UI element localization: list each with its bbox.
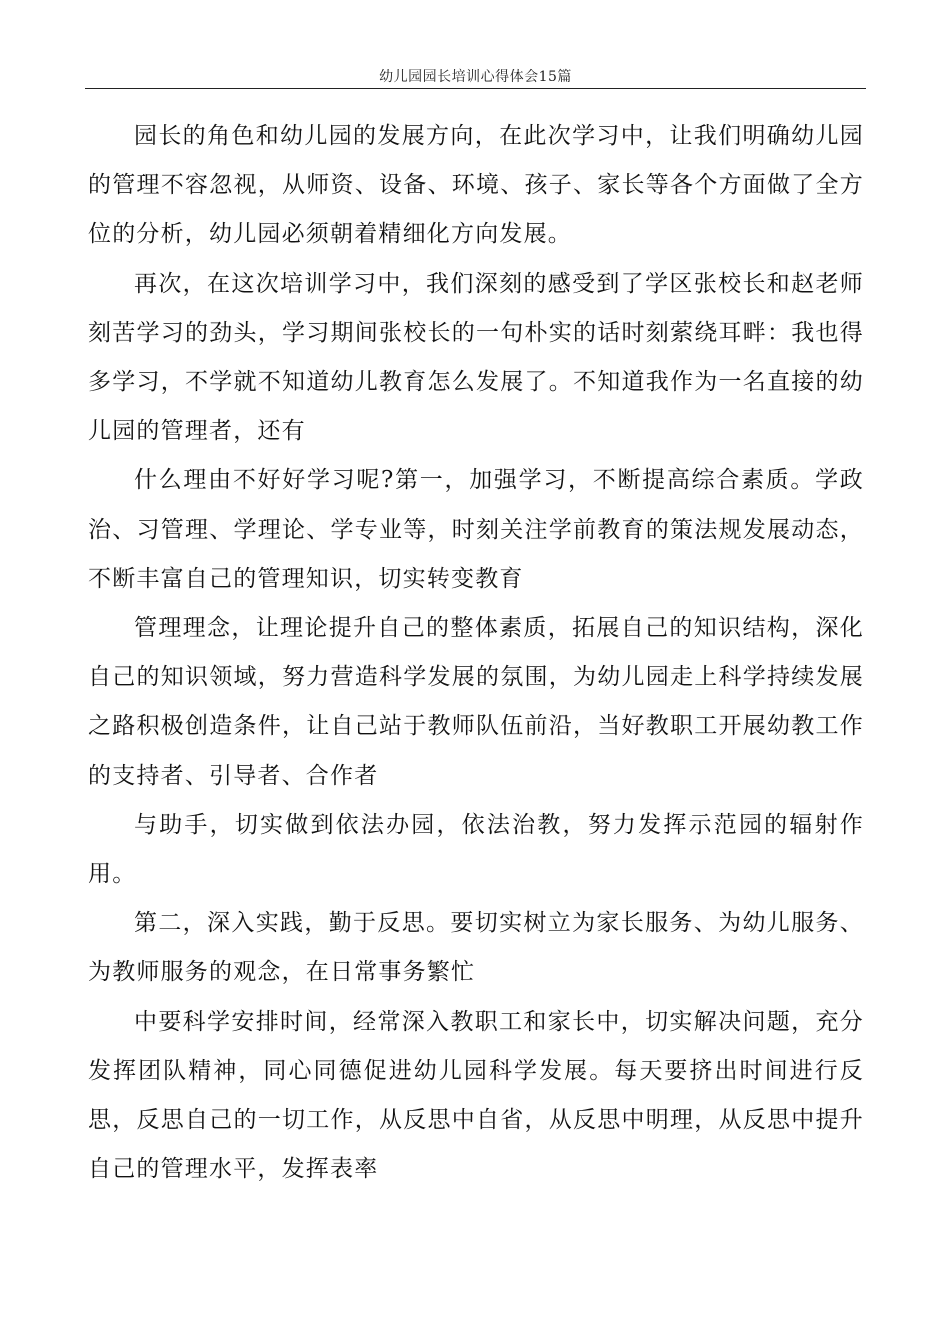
paragraph: 什么理由不好好学习呢?第一，加强学习，不断提高综合素质。学政治、习管理、学理论、学专业等，时刻关注学前教育的策法规发展动态，不断丰富自己的管理知识，切实转变教育 [88, 467, 864, 592]
header-title: 幼儿园园长培训心得体会15篇 [379, 69, 572, 85]
body-text [88, 112, 864, 1194]
paragraph: 再次，在这次培训学习中，我们深刻的感受到了学区张校长和赵老师刻苦学习的劲头，学习期间张校长的一句朴实的话时刻萦绕耳畔：我也得多学习，不学就不知道幼儿教育怎么发展了。不知道我作为一名直接的幼儿园的管理者，还有 [88, 270, 864, 445]
paragraph: 管理理念，让理论提升自己的整体素质，拓展自己的知识结构，深化自己的知识领域，努力营造科学发展的氛围，为幼儿园走上科学持续发展之路积极创造条件，让自己站于教师队伍前沿，当好教职工开展幼教工作的支持者、引导者、合作者 [88, 615, 864, 789]
paragraph: 园长的角色和幼儿园的发展方向，在此次学习中，让我们明确幼儿园的管理不容忽视，从师资、设备、环境、孩子、家长等各个方面做了全方位的分析，幼儿园必须朝着精细化方向发展。 [88, 123, 864, 248]
paragraph: 中要科学安排时间，经常深入教职工和家长中，切实解决问题，充分发挥团队精神，同心同德促进幼儿园科学发展。每天要挤出时间进行反思，反思自己的一切工作，从反思中自省，从反思中明理，从反思中提升自己的管理水平，发挥表率 [88, 1008, 864, 1183]
page-header [85, 66, 866, 89]
paragraph: 与助手，切实做到依法办园，依法治教，努力发挥示范园的辐射作用。 [88, 811, 864, 888]
paragraph: 第二，深入实践，勤于反思。要切实树立为家长服务、为幼儿服务、为教师服务的观念，在日常事务繁忙 [88, 910, 864, 986]
